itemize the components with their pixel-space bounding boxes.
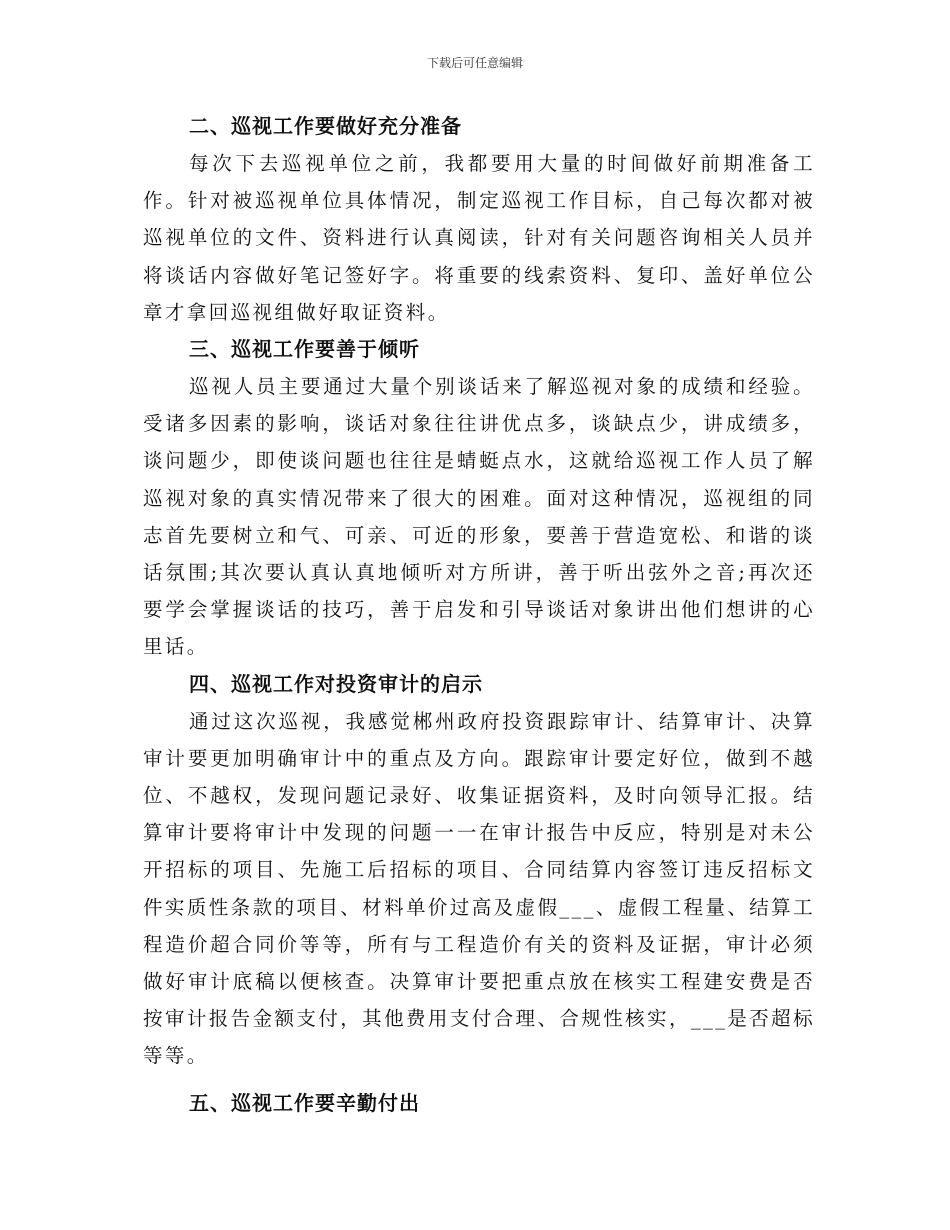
section-heading: 二、巡视工作要做好充分准备 xyxy=(189,114,462,138)
section-paragraph: 巡视人员主要通过大量个别谈话来了解巡视对象的成绩和经验。受诸多因素的影响，谈话对象往往讲优点多，谈缺点少，讲成绩多，谈问题少，即使谈问题也往往是蜻蜓点水，这就给巡视工作人员了解巡视对象的真实情况带来了很大的困难。面对这种情况，巡视组的同志首先要树立和气、可亲、可近的形象，要善于营造宽松、和谐的谈话氛围;其次要认真认真地倾听对方所讲，善于听出弦外之音;再次还要学会掌握谈话的技巧，善于启发和引导谈话对象讲出他们想讲的心里话。 xyxy=(143,375,815,659)
section-3 xyxy=(143,331,815,666)
section-paragraph: 每次下去巡视单位之前，我都要用大量的时间做好前期准备工作。针对被巡视单位具体情况，制定巡视工作目标，自己每次都对被巡视单位的文件、资料进行认真阅读，针对有关问题咨询相关人员并将谈话内容做好笔记签好字。将重要的线索资料、复印、盖好单位公章才拿回巡视组做好取证资料。 xyxy=(143,152,815,324)
section-heading: 五、巡视工作要辛勤付出 xyxy=(189,1090,420,1115)
page-header: 下载后可任意编辑 xyxy=(426,56,523,70)
section-heading: 四、巡视工作对投资审计的启示 xyxy=(189,671,483,696)
section-5 xyxy=(143,1085,815,1122)
section-heading: 三、巡视工作要善于倾听 xyxy=(189,337,420,362)
section-4 xyxy=(143,666,815,1075)
section-2 xyxy=(143,108,815,331)
section-spacer xyxy=(143,1075,815,1085)
document-body xyxy=(143,108,815,1122)
section-paragraph: 通过这次巡视，我感觉郴州政府投资跟踪审计、结算审计、决算审计要更加明确审计中的重点及方向。跟踪审计要定好位，做到不越位、不越权，发现问题记录好、收集证据资料，及时向领导汇报。结算审计要将审计中发现的问题一一在审计报告中反应，特别是对未公开招标的项目、先施工后招标的项目、合同结算内容签订违反招标文件实质性条款的项目、材料单价过高及虚假___、虚假工程量、结算工程造价超合同价等等，所有与工程造价有关的资料及证据，审计必须做好审计底稿以便核查。决算审计要把重点放在核实工程建安费是否按审计报告金额支付，其他费用支付合理、合规性核实，___是否超标等等。 xyxy=(143,709,815,1068)
